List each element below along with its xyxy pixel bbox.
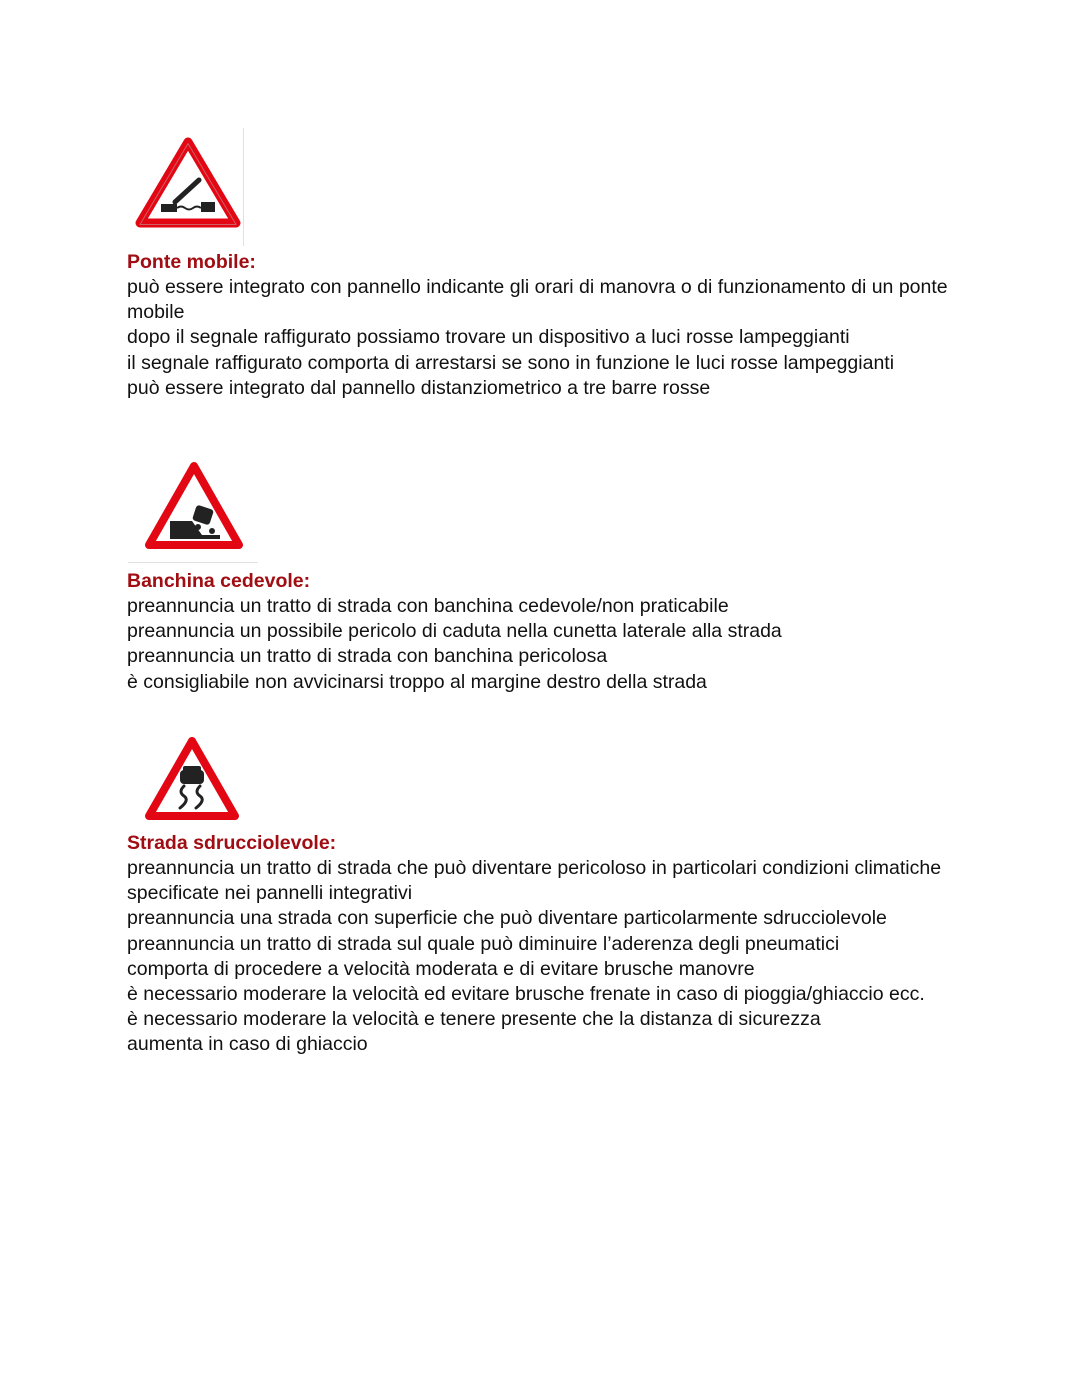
section-lines bbox=[127, 275, 987, 401]
section-title: Strada sdrucciolevole: bbox=[127, 832, 337, 854]
section-lines bbox=[127, 856, 987, 1058]
text-line: preannuncia un tratto di strada che può diventare pericoloso in particolari condizioni climatiche bbox=[127, 857, 942, 879]
drawbridge-sign-icon bbox=[135, 136, 241, 230]
section-strada-sdrucciolevole bbox=[127, 831, 987, 1058]
image-border bbox=[243, 128, 244, 246]
section-title: Banchina cedevole: bbox=[127, 570, 311, 592]
text-line: preannuncia un possibile pericolo di caduta nella cunetta laterale alla strada bbox=[127, 620, 782, 643]
text-line: è necessario moderare la velocità e tenere presente che la distanza di sicurezza bbox=[127, 1008, 821, 1031]
section-ponte-mobile bbox=[127, 250, 987, 401]
section-banchina-cedevole bbox=[127, 569, 987, 695]
text-line: specificate nei pannelli integrativi bbox=[127, 882, 413, 905]
text-line: è necessario moderare la velocità ed evitare brusche frenate in caso di pioggia/ghiaccio ecc. bbox=[127, 983, 925, 1006]
section-lines bbox=[127, 594, 987, 695]
text-line: preannuncia una strada con superficie che può diventare particolarmente sdrucciolevole bbox=[127, 907, 887, 930]
soft-verge-sign-icon bbox=[144, 461, 244, 551]
text-line: il segnale raffigurato comporta di arrestarsi se sono in funzione le luci rosse lampeggianti bbox=[127, 351, 895, 374]
image-border bbox=[128, 562, 258, 563]
text-line: può essere integrato con pannello indicante gli orari di manovra o di funzionamento di un ponte bbox=[127, 276, 948, 298]
slippery-road-sign-icon bbox=[144, 736, 240, 822]
text-line: mobile bbox=[127, 301, 185, 324]
text-line: preannuncia un tratto di strada sul quale può diminuire l’aderenza degli pneumatici bbox=[127, 932, 840, 955]
text-line: può essere integrato dal pannello distanziometrico a tre barre rosse bbox=[127, 376, 711, 399]
text-line: dopo il segnale raffigurato possiamo trovare un dispositivo a luci rosse lampeggianti bbox=[127, 326, 850, 349]
text-line: comporta di procedere a velocità moderata e di evitare brusche manovre bbox=[127, 957, 755, 980]
section-title: Ponte mobile: bbox=[127, 251, 256, 273]
text-line: preannuncia un tratto di strada con banchina pericolosa bbox=[127, 645, 608, 668]
text-line: è consigliabile non avvicinarsi troppo al margine destro della strada bbox=[127, 670, 707, 693]
text-line: aumenta in caso di ghiaccio bbox=[127, 1033, 368, 1056]
text-line: preannuncia un tratto di strada con banchina cedevole/non praticabile bbox=[127, 595, 729, 617]
